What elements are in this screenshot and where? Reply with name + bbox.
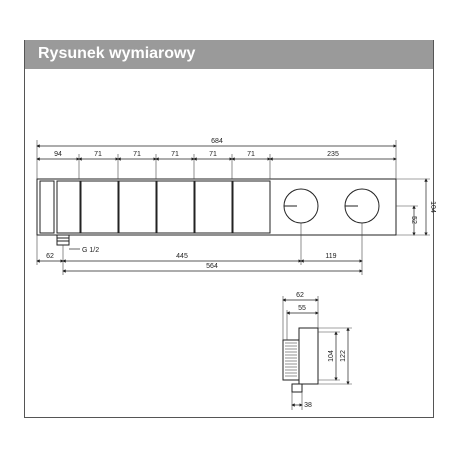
label-seg-71a: 71 (94, 151, 102, 158)
label-119: 119 (325, 253, 337, 260)
label-445: 445 (176, 253, 188, 260)
label-seg-71d: 71 (209, 151, 217, 158)
side-outlet (292, 384, 302, 392)
button-3 (119, 181, 156, 233)
side-plate (299, 328, 318, 384)
thread-connector (57, 235, 69, 245)
label-seg-94: 94 (54, 151, 62, 158)
label-seg-71e: 71 (247, 151, 255, 158)
label-side-122: 122 (340, 350, 347, 362)
label-564: 564 (206, 263, 218, 270)
front-view (37, 179, 396, 245)
button-2 (81, 181, 118, 233)
label-side-55: 55 (298, 305, 306, 312)
label-684: 684 (211, 138, 223, 145)
label-62: 62 (46, 253, 54, 260)
page-title: Rysunek wymiarowy (38, 45, 196, 62)
panel-body (37, 179, 396, 235)
button-6 (233, 181, 270, 233)
label-thread: G 1/2 (82, 247, 100, 254)
label-side-62: 62 (296, 292, 304, 299)
label-seg-235: 235 (327, 151, 339, 158)
button-5 (195, 181, 232, 233)
left-strip (40, 181, 54, 233)
button-1 (57, 181, 80, 233)
label-52: 52 (410, 216, 417, 224)
label-side-104: 104 (328, 350, 335, 362)
button-4 (157, 181, 194, 233)
label-seg-71c: 71 (171, 151, 179, 158)
side-view (283, 328, 318, 392)
label-seg-71b: 71 (133, 151, 141, 158)
label-104: 104 (429, 201, 436, 213)
label-side-38: 38 (304, 402, 312, 409)
